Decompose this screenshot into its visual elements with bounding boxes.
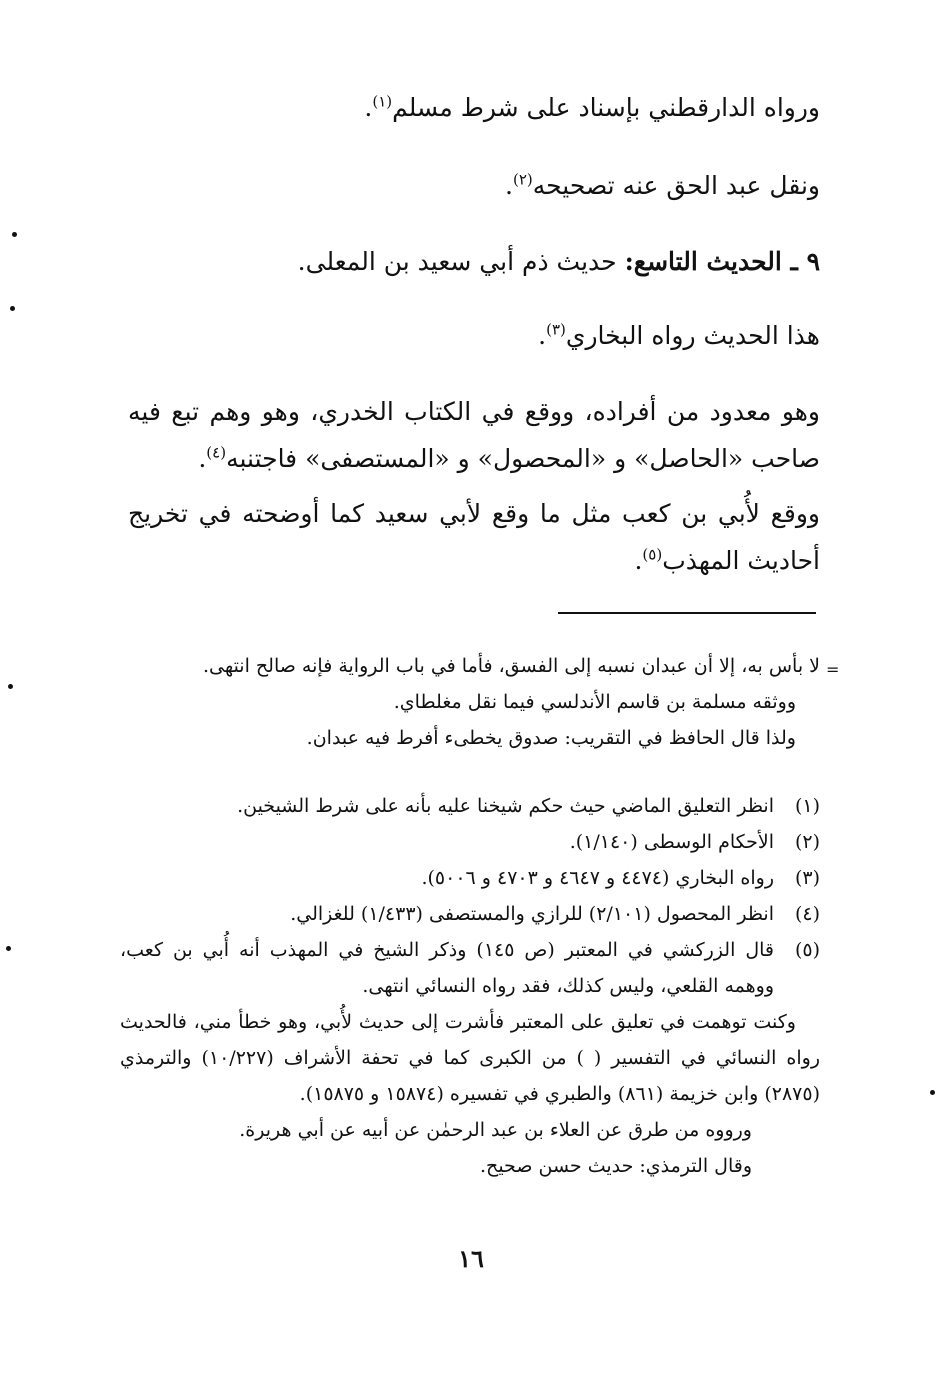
footnote-item [120,860,820,896]
scan-speck [930,1090,935,1095]
footnote-text: انظر المحصول (٢/١٠١) للرازي والمستصفى (١/٤٣٣) للغزالي. [290,903,774,925]
footnote-paragraph: وقال الترمذي: حديث حسن صحيح. [480,1155,752,1177]
footnote-number: (٤) [794,903,820,925]
footnote-number: (٥) [794,939,820,961]
scan-speck [10,306,15,311]
footnote-separator [558,612,816,614]
page-number: ١٦ [458,1244,484,1273]
scan-speck [6,946,11,951]
footnote-item [120,824,820,860]
main-paragraph-2: ونقل عبد الحق عنه تصحيحه$^{(٢)}$. [505,170,820,200]
footnote-text: انظر التعليق الماضي حيث حكم شيخنا عليه بأنه على شرط الشيخين. [237,795,774,817]
footnote-ref: (٣) [546,320,566,339]
footnote-ref: (٢) [512,170,533,189]
footnote-5-continuation [120,1004,820,1184]
footnote-ref: (٤) [206,443,227,462]
footnote-ref: (١) [372,92,393,111]
footnote-ref: (٥) [642,545,663,564]
main-paragraph-4: هذا الحديث رواه البخاري$^{(٣)}$. [538,320,820,350]
scan-speck [12,232,17,237]
hadith-heading-label: ٩ ـ الحديث التاسع: [624,247,820,276]
footnote-text: رواه البخاري (٤٤٧٤ و ٤٦٤٧ و ٤٧٠٣ و ٥٠٠٦). [421,867,774,889]
footnote-carryover [128,648,820,756]
footnote-number: (٣) [794,867,820,889]
footnote-paragraph: وكنت توهمت في تعليق على المعتبر فأشرت إلى حديث لأُبي، وهو خطأ مني، فالحديث رواه النسائي في التفسير ( ) من الكبرى كما في تحفة الأشراف (١٠/٢٢٧) والترمذي (٢٨٧٥) وابن خزيمة (٨٦١) والطبري في تفسيره (١٥٨٧٤ و ١٥٨٧٥). [120,1011,820,1105]
scan-speck [8,684,13,689]
footnote-number: (٢) [794,831,820,853]
footnote-item [120,788,820,824]
hadith-heading: ٩ ـ الحديث التاسع: حديث ذم أبي سعيد بن المعلى. [297,247,820,276]
main-paragraph-6: ووقع لأُبي بن كعب مثل ما وقع لأبي سعيد كما أوضحته في تخريج أحاديث المهذب$^{(٥)}$. [128,499,820,575]
footnote-item [120,896,820,932]
footnote-text: الأحكام الوسطى (١/١٤٠). [569,831,774,853]
footnote-number: (١) [794,795,820,817]
continuation-mark: = [826,660,840,679]
footnote-item [120,932,820,1004]
footnote-carry-line: لا بأس به، إلا أن عبدان نسبه إلى الفسق، فأما في باب الرواية فإنه صالح انتهى. [202,655,820,677]
footnote-carry-line: ووثقه مسلمة بن قاسم الأندلسي فيما نقل مغلطاي. [393,691,796,713]
footnote-text: قال الزركشي في المعتبر (ص ١٤٥) وذكر الشيخ في المهذب أنه أُبي بن كعب، ووهمه القلعي، وليس كذلك، فقد رواه النسائي انتهى. [120,939,774,997]
footnote-carry-line: ولذا قال الحافظ في التقريب: صدوق يخطىء أفرط فيه عبدان. [306,727,796,749]
footnote-paragraph: ورووه من طرق عن العلاء بن عبد الرحمٰن عن أبيه عن أبي هريرة. [239,1119,752,1141]
main-paragraph-1: ورواه الدارقطني بإسناد على شرط مسلم$^{(١)}$. [364,92,820,122]
main-paragraph-5: وهو معدود من أفراده، ووقع في الكتاب الخدري، وهو وهم تبع فيه صاحب «الحاصل» و «المحصول» و «المستصفى» فاجتنبه$^{(٤)}$. [128,397,820,473]
